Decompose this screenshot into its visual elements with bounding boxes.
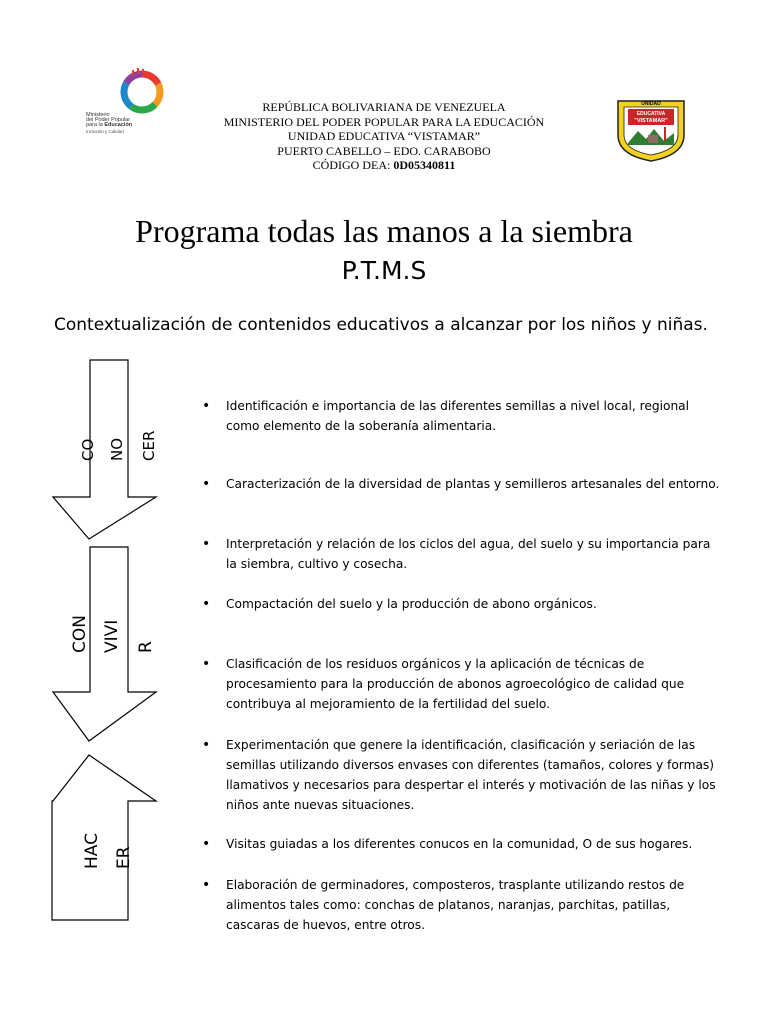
shield-text-2: EDUCATIVA — [636, 111, 666, 117]
shield-text-1: UNIDAD — [641, 101, 661, 107]
list-item: • Elaboración de germinadores, composteros, trasplante utilizando restos de alimentos tales como: conchas de platanos, naranjas, parchitas, patillas, cascaras de huevos, entre otros. — [200, 875, 720, 935]
header-line-1: REPÚBLICA BOLIVARIANA DE VENEZUELA — [262, 100, 506, 114]
ministerio-logo-line-2: del Poder Popular — [86, 117, 131, 123]
header-line-2: MINISTERIO DEL PODER POPULAR PARA LA EDUCACIÓN — [223, 114, 545, 129]
ministerio-logo-line-1: Ministerio — [86, 112, 110, 118]
list-item: • Visitas guiadas a los diferentes conucos en la comunidad, O de sus hogares. — [200, 834, 720, 854]
ministerio-logo-line-3: para la — [86, 122, 105, 128]
list-item: • Identificación e importancia de las diferentes semillas a nivel local, regional como elemento de la soberanía alimentaria. — [200, 396, 720, 436]
ministerio-logo-line-3b: Educación — [104, 122, 133, 128]
arrow-convivir-text-3: R — [136, 641, 156, 653]
program-title: Programa todas las manos a la siembra — [135, 213, 633, 249]
list-item: • Clasificación de los residuos orgánicos y la aplicación de técnicas de procesamiento para la producción de abonos agroecológico de calidad que contribuya al mejoramiento de la fertilidad del suelo. — [200, 654, 720, 714]
arrow-convivir-text-2: VIVI — [102, 619, 122, 653]
arrow-conocer-text-1: CO — [79, 438, 97, 461]
program-acronym: P.T.M.S — [341, 256, 427, 285]
arrow-hacer — [52, 755, 156, 920]
arrow-conocer-text-2: NO — [108, 437, 126, 461]
code-label: CÓDIGO DEA: — [312, 158, 394, 173]
list-item: • Compactación del suelo y la producción de abono orgánicos. — [200, 594, 720, 614]
list-item: • Experimentación que genere la identificación, clasificación y seriación de las semillas utilizando diversos envases con diferentes (tamaños, colores y formas) llamativos y necesarios para despertar el interés y motivación de las niñas y los niños ante nuevas situaciones. — [200, 735, 720, 815]
arrow-conocer-text-3: CER — [140, 430, 158, 461]
shield-text-3: "VISTAMAR" — [634, 118, 668, 124]
context-heading: Contextualización de contenidos educativos a alcanzar por los niños y niñas. — [54, 315, 708, 335]
header-line-3: UNIDAD EDUCATIVA “VISTAMAR” — [287, 129, 481, 144]
list-item: • Caracterización de la diversidad de plantas y semilleros artesanales del entorno. — [200, 474, 720, 494]
arrow-hacer-text-2: ER — [114, 846, 134, 869]
arrow-convivir-text-1: CON — [70, 615, 90, 653]
ministerio-logo-tagline: Inclusión y Calidad — [86, 129, 124, 134]
code-value: 0D05340811 — [393, 158, 456, 173]
list-item: • Interpretación y relación de los ciclos del agua, del suelo y su importancia para la siembra, cultivo y cosecha. — [200, 534, 720, 574]
arrow-hacer-text-1: HAC — [82, 833, 102, 869]
header-line-4: PUERTO CABELLO – EDO. CARABOBO — [277, 143, 491, 158]
